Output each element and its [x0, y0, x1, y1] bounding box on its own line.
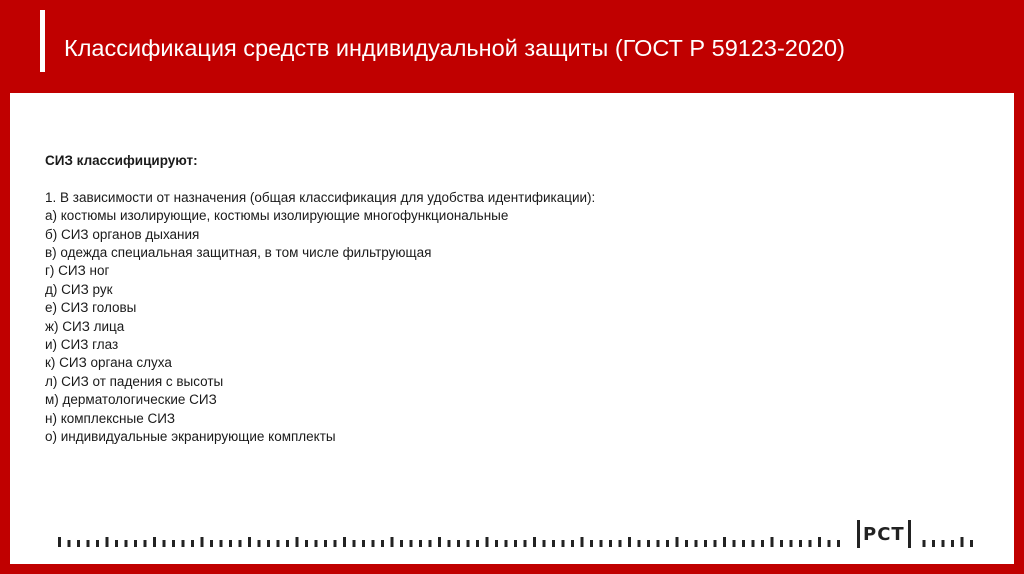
- slide-title: Классификация средств индивидуальной защиты (ГОСТ Р 59123-2020): [64, 35, 845, 61]
- ruler-tick: [400, 540, 403, 547]
- ruler-tick: [315, 540, 318, 547]
- ruler-tick: [524, 540, 527, 547]
- ruler-tick: [543, 540, 546, 547]
- ruler-tick: [334, 540, 337, 547]
- ruler-tick: [685, 540, 688, 547]
- list-item: д) СИЗ рук: [45, 281, 113, 297]
- ruler-tick: [258, 540, 261, 547]
- slide-content: [45, 152, 945, 446]
- ruler-tick: [153, 537, 156, 547]
- ruler-tick: [609, 540, 612, 547]
- ruler-tick: [163, 540, 166, 547]
- ruler-tick: [638, 540, 641, 547]
- ruler-tick: [761, 540, 764, 547]
- ruler-tick: [362, 540, 365, 547]
- ruler-tick: [828, 540, 831, 547]
- list-item: е) СИЗ головы: [45, 300, 137, 316]
- ruler-tick: [68, 540, 71, 547]
- ruler-tick: [172, 540, 175, 547]
- ruler-tick: [220, 540, 223, 547]
- ruler-tick: [657, 540, 660, 547]
- intro-heading: СИЗ классифицируют:: [45, 153, 198, 168]
- ruler-tick: [353, 540, 356, 547]
- ruler-tick: [239, 540, 242, 547]
- list-item: л) СИЗ от падения с высоты: [45, 373, 224, 389]
- ruler-tick: [581, 537, 584, 547]
- ruler-tick: [733, 540, 736, 547]
- ruler-tick: [134, 540, 137, 547]
- list-item: к) СИЗ органа слуха: [45, 355, 172, 371]
- ruler-tick: [448, 540, 451, 547]
- ruler-tick: [533, 537, 536, 547]
- list-item: ж) СИЗ лица: [45, 318, 125, 334]
- list-item: и) СИЗ глаз: [45, 337, 119, 353]
- ruler-tick: [790, 540, 793, 547]
- ruler-tick: [647, 540, 650, 547]
- header-accent-bar: [40, 10, 45, 72]
- ruler-tick: [486, 537, 489, 547]
- ruler-tick: [419, 540, 422, 547]
- ruler-tick: [77, 540, 80, 547]
- ruler-tick: [305, 540, 308, 547]
- ruler-tick: [144, 540, 147, 547]
- ruler-tick: [410, 540, 413, 547]
- ruler-tick: [429, 540, 432, 547]
- ruler-tick: [191, 540, 194, 547]
- list-item: б) СИЗ органов дыхания: [45, 226, 200, 242]
- ruler-tick: [923, 540, 926, 547]
- ruler-tick: [106, 537, 109, 547]
- ruler-tick: [552, 540, 555, 547]
- ruler-tick: [277, 540, 280, 547]
- ruler-tick: [932, 540, 935, 547]
- ruler-tick: [182, 540, 185, 547]
- ruler-tick: [286, 540, 289, 547]
- ruler-tick: [495, 540, 498, 547]
- ruler-tick: [267, 540, 270, 547]
- ruler-tick: [87, 540, 90, 547]
- footer-logo: [857, 519, 911, 549]
- ruler-tick: [628, 537, 631, 547]
- list-item: г) СИЗ ног: [45, 263, 110, 279]
- ruler-tick: [780, 540, 783, 547]
- logo-bar-left: [857, 520, 860, 548]
- ruler-tick: [752, 540, 755, 547]
- ruler-tick: [704, 540, 707, 547]
- ruler-tick: [961, 537, 964, 547]
- footer-ruler: [58, 535, 978, 549]
- ruler-tick: [818, 537, 821, 547]
- list-item: в) одежда специальная защитная, в том числе фильтрующая: [45, 245, 432, 261]
- list-item: о) индивидуальные экранирующие комплекты: [45, 429, 336, 445]
- ruler-tick: [96, 540, 99, 547]
- list-item: а) костюмы изолирующие, костюмы изолирующие многофункциональные: [45, 208, 509, 224]
- ruler-tick: [372, 540, 375, 547]
- ruler-tick: [248, 537, 251, 547]
- list-item: н) комплексные СИЗ: [45, 410, 176, 426]
- ruler-tick: [714, 540, 717, 547]
- ruler-tick: [571, 540, 574, 547]
- ruler-tick: [457, 540, 460, 547]
- ruler-tick: [476, 540, 479, 547]
- ruler-tick: [809, 540, 812, 547]
- ruler-tick: [201, 537, 204, 547]
- ruler-tick: [324, 540, 327, 547]
- ruler-tick: [742, 540, 745, 547]
- ruler-tick: [381, 540, 384, 547]
- ruler-tick: [619, 540, 622, 547]
- logo-text: РСТ: [863, 524, 905, 545]
- ruler-tick: [229, 540, 232, 547]
- ruler-tick: [514, 540, 517, 547]
- ruler-tick: [970, 540, 973, 547]
- ruler-tick: [562, 540, 565, 547]
- section-heading: 1. В зависимости от назначения (общая классификация для удобства идентификации):: [45, 189, 596, 205]
- ruler-tick: [666, 540, 669, 547]
- ruler-tick: [676, 537, 679, 547]
- ruler-tick: [58, 537, 61, 547]
- ruler-tick: [771, 537, 774, 547]
- ruler-tick: [343, 537, 346, 547]
- list-item: м) дерматологические СИЗ: [45, 392, 217, 408]
- ruler-tick: [951, 540, 954, 547]
- ruler-tick: [695, 540, 698, 547]
- ruler-tick: [438, 537, 441, 547]
- header-band: [0, 0, 1024, 93]
- logo-bar-right: [908, 520, 911, 548]
- ruler-tick: [467, 540, 470, 547]
- ruler-tick: [799, 540, 802, 547]
- ruler-tick: [505, 540, 508, 547]
- ruler-tick: [590, 540, 593, 547]
- ruler-tick: [942, 540, 945, 547]
- ruler-tick: [723, 537, 726, 547]
- ruler-tick: [837, 540, 840, 547]
- ruler-tick: [296, 537, 299, 547]
- ruler-tick: [391, 537, 394, 547]
- ruler-tick: [210, 540, 213, 547]
- ruler-tick: [115, 540, 118, 547]
- ruler-tick: [125, 540, 128, 547]
- ruler-tick: [600, 540, 603, 547]
